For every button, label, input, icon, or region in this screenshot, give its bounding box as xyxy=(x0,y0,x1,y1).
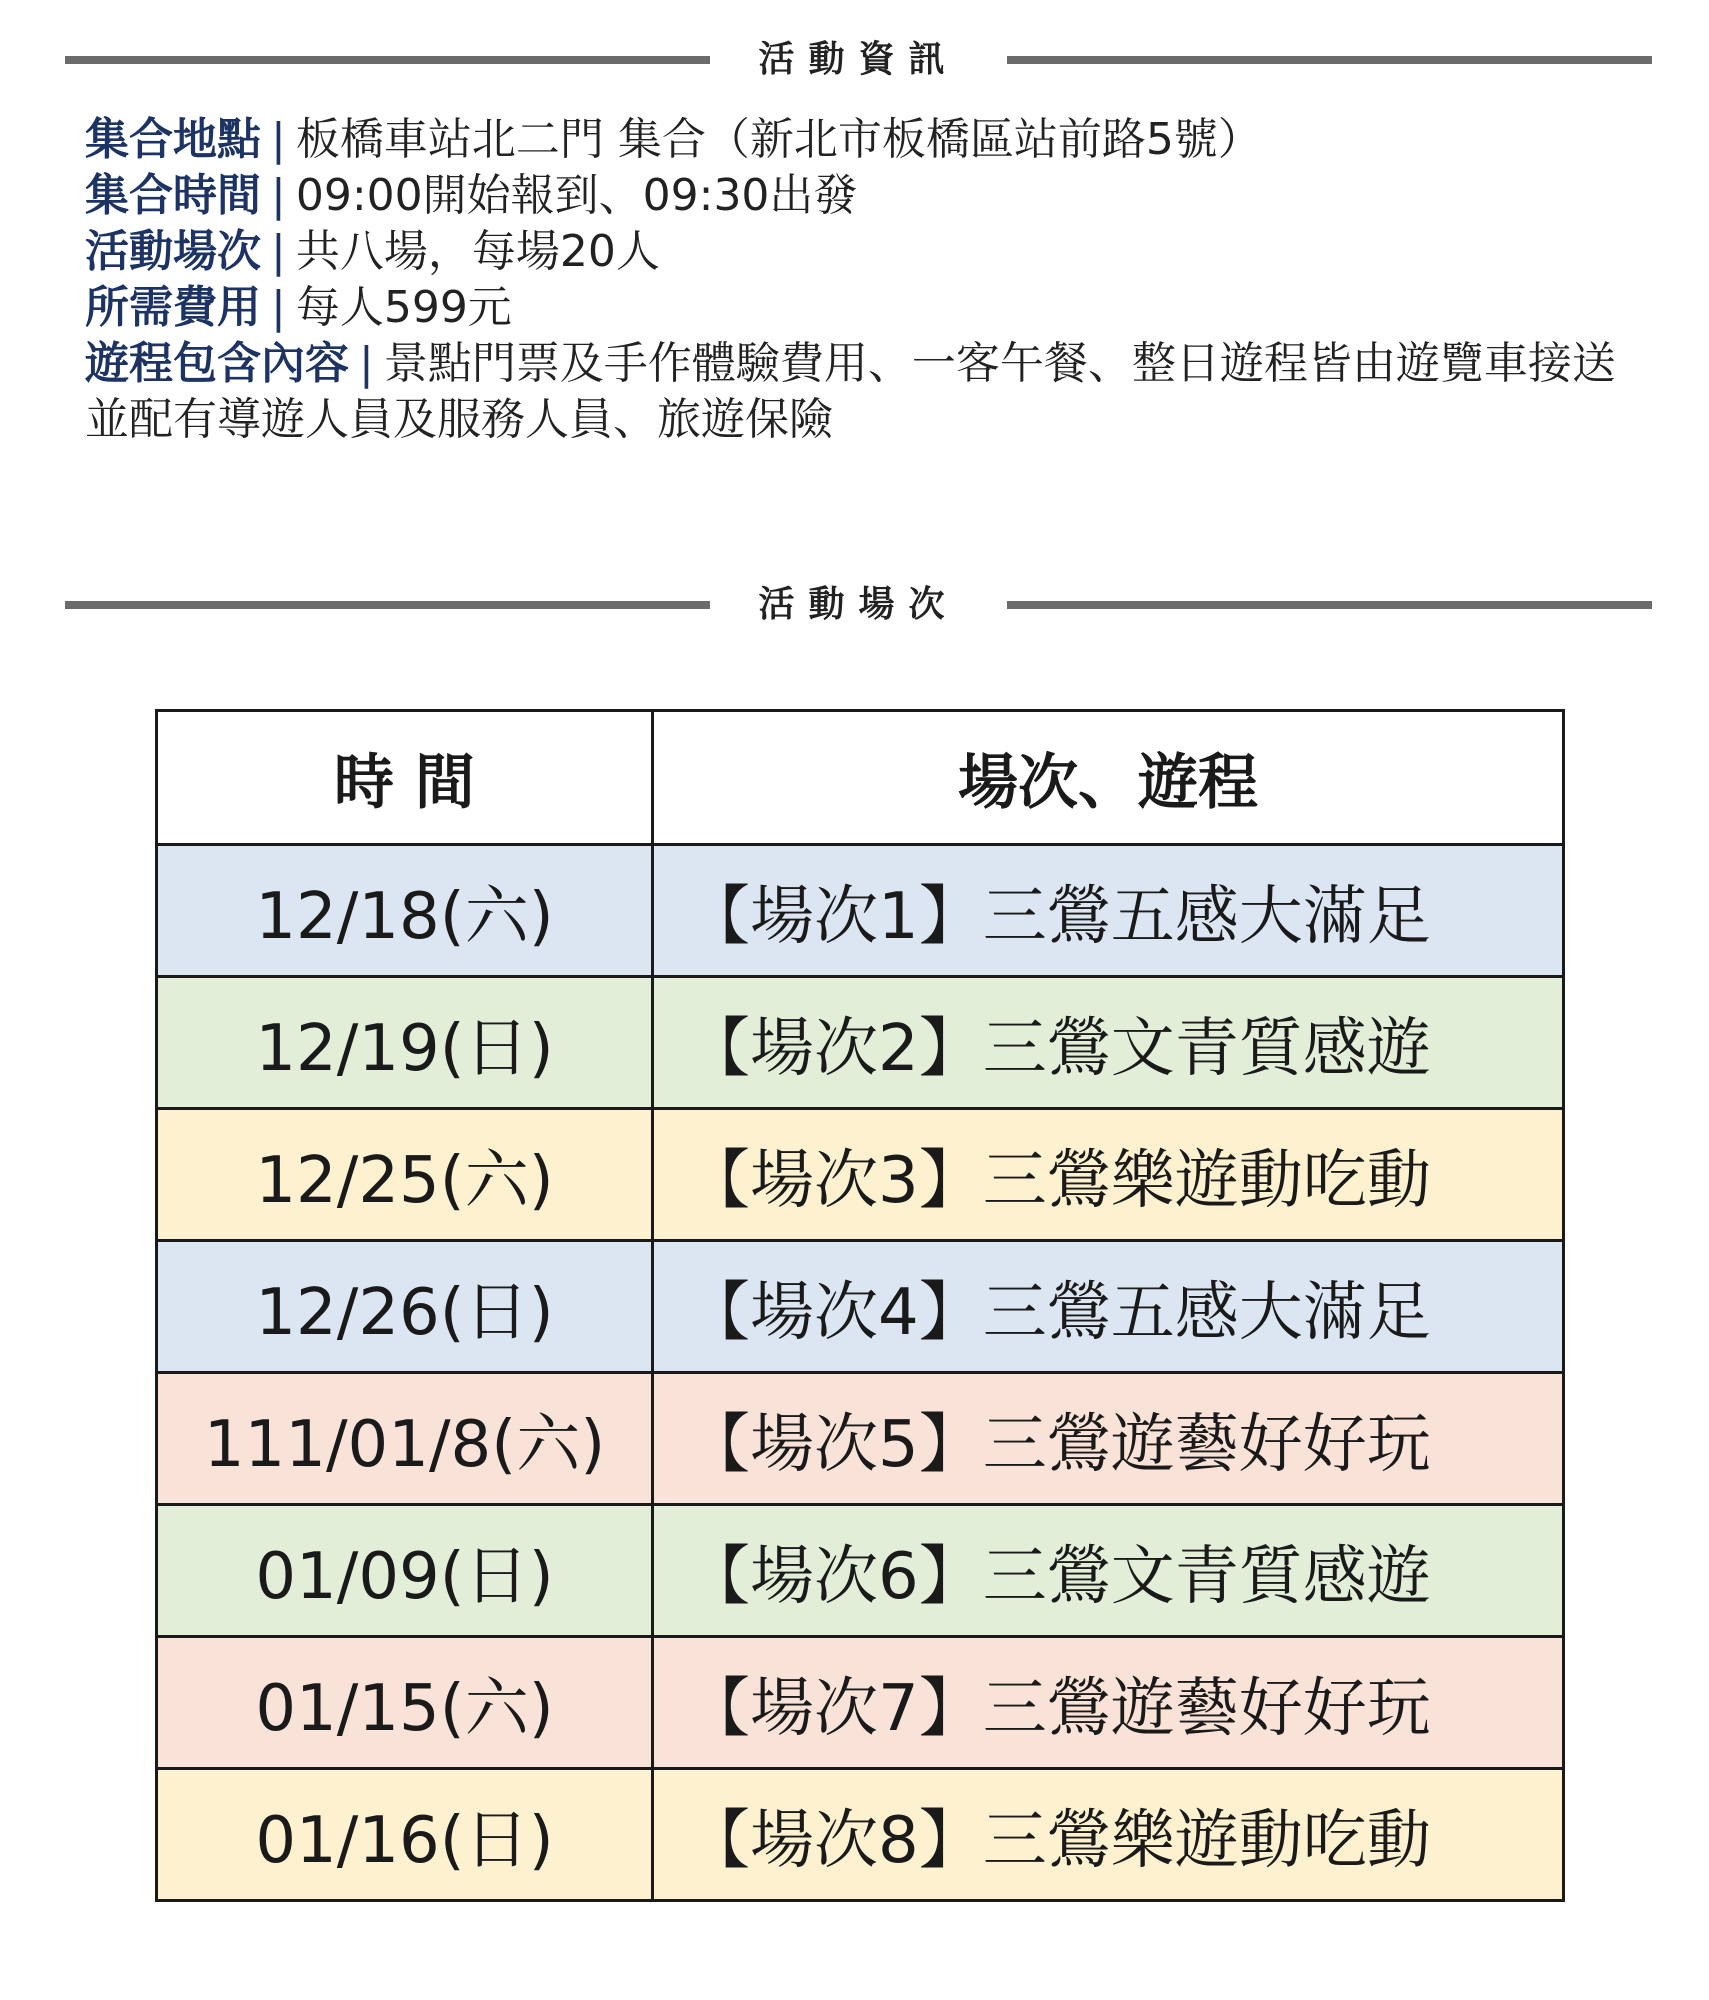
table-row xyxy=(157,977,1564,1109)
info-row-included xyxy=(85,336,1645,448)
table-row xyxy=(157,1637,1564,1769)
trip-cell: 【場次6】三鶯文青質感遊 xyxy=(653,1505,1564,1637)
table-row xyxy=(157,1109,1564,1241)
date-cell: 12/18(六) xyxy=(157,845,653,977)
trip-cell: 【場次4】三鶯五感大滿足 xyxy=(653,1241,1564,1373)
info-label: 集合地點 xyxy=(85,114,261,165)
trip-cell: 【場次5】三鶯遊藝好好玩 xyxy=(653,1373,1564,1505)
table-row xyxy=(157,1769,1564,1901)
header-rule-left xyxy=(65,601,710,609)
schedule-section-header xyxy=(65,575,1652,635)
header-rule-right xyxy=(1007,56,1652,64)
info-value: 09:00開始報到、09:30出發 xyxy=(295,170,858,221)
info-label: 所需費用 xyxy=(85,282,261,333)
header-rule-left xyxy=(65,56,710,64)
table-row xyxy=(157,1241,1564,1373)
date-cell: 111/01/8(六) xyxy=(157,1373,653,1505)
info-label: 遊程包含內容 xyxy=(85,338,349,389)
info-row-meeting-time xyxy=(85,168,1645,224)
info-row-sessions xyxy=(85,224,1645,280)
table-row xyxy=(157,1373,1564,1505)
table-row xyxy=(157,1505,1564,1637)
info-separator: | xyxy=(271,226,286,277)
info-separator: | xyxy=(359,338,374,389)
info-section-header xyxy=(65,30,1652,90)
info-value: 共八場，每場20人 xyxy=(295,226,660,277)
column-header-time: 時 間 xyxy=(157,711,653,845)
trip-cell: 【場次1】三鶯五感大滿足 xyxy=(653,845,1564,977)
schedule-table xyxy=(155,709,1565,1902)
trip-cell: 【場次8】三鶯樂遊動吃動 xyxy=(653,1769,1564,1901)
info-label: 集合時間 xyxy=(85,170,261,221)
column-header-trip: 場次、遊程 xyxy=(653,711,1564,845)
info-value: 板橋車站北二門 集合（新北市板橋區站前路5號） xyxy=(295,114,1262,165)
table-header-row xyxy=(157,711,1564,845)
date-cell: 01/09(日) xyxy=(157,1505,653,1637)
trip-cell: 【場次2】三鶯文青質感遊 xyxy=(653,977,1564,1109)
info-separator: | xyxy=(271,114,286,165)
activity-info-list xyxy=(85,112,1645,448)
date-cell: 12/26(日) xyxy=(157,1241,653,1373)
header-rule-right xyxy=(1007,601,1652,609)
date-cell: 12/25(六) xyxy=(157,1109,653,1241)
trip-cell: 【場次3】三鶯樂遊動吃動 xyxy=(653,1109,1564,1241)
info-separator: | xyxy=(271,170,286,221)
info-section-title: 活動資訊 xyxy=(758,39,959,80)
info-label: 活動場次 xyxy=(85,226,261,277)
trip-cell: 【場次7】三鶯遊藝好好玩 xyxy=(653,1637,1564,1769)
date-cell: 12/19(日) xyxy=(157,977,653,1109)
schedule-section-title: 活動場次 xyxy=(758,584,959,625)
table-row xyxy=(157,845,1564,977)
info-separator: | xyxy=(271,282,286,333)
info-row-fee xyxy=(85,280,1645,336)
info-value: 景點門票及手作體驗費用、一客午餐、整日遊程皆由遊覽車接送並配有導遊人員及服務人員、旅遊保險 xyxy=(85,338,1616,445)
date-cell: 01/15(六) xyxy=(157,1637,653,1769)
info-row-meeting-place xyxy=(85,112,1645,168)
info-value: 每人599元 xyxy=(295,282,512,333)
date-cell: 01/16(日) xyxy=(157,1769,653,1901)
